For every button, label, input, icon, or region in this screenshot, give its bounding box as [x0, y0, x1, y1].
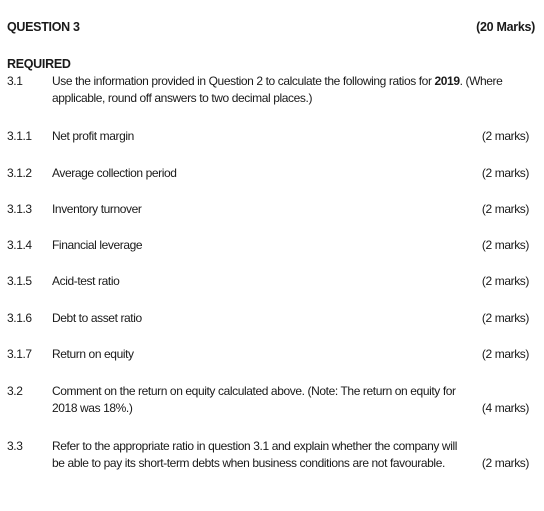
item-marks: (2 marks)	[481, 202, 529, 216]
item-text: Comment on the return on equity calculated above. (Note: The return on equity for 2018 was 18%.)	[52, 384, 456, 415]
item-marks: (2 marks)	[481, 311, 529, 325]
item-number: 3.1.7	[7, 347, 32, 361]
question-header	[7, 20, 535, 36]
question-total-marks: (20 Marks)	[476, 20, 535, 34]
item-label: Acid-test ratio	[52, 274, 120, 288]
item-number: 3.1.3	[7, 202, 32, 216]
item-label: Debt to asset ratio	[52, 311, 142, 325]
item-marks: (2 marks)	[481, 129, 529, 143]
item-label: Return on equity	[52, 347, 134, 361]
item-number: 3.1.6	[7, 311, 32, 325]
item-label: Financial leverage	[52, 238, 143, 252]
item-number: 3.1.4	[7, 238, 32, 252]
item-marks: (2 marks)	[481, 166, 529, 180]
intro-text-after: . (Where applicable, round off answers to two decimal places.)	[52, 74, 503, 105]
item-label: Net profit margin	[52, 129, 134, 143]
item-number: 3.3	[7, 439, 23, 453]
item-marks: (2 marks)	[481, 238, 529, 252]
intro-text-before: Use the information provided in Question 2 to calculate the following ratios for	[52, 74, 435, 88]
item-marks: (4 marks)	[481, 401, 529, 415]
item-marks: (2 marks)	[481, 456, 529, 470]
item-number: 3.1.1	[7, 129, 32, 143]
item-number: 3.1.5	[7, 274, 32, 288]
item-number: 3.2	[7, 384, 23, 398]
item-label: Average collection period	[52, 166, 177, 180]
item-label: Inventory turnover	[52, 202, 142, 216]
item-text	[52, 73, 522, 107]
item-number: 3.1	[7, 74, 23, 88]
required-heading: REQUIRED	[7, 57, 71, 71]
item-marks: (2 marks)	[481, 347, 529, 361]
item-number: 3.1.2	[7, 166, 32, 180]
item-text: Refer to the appropriate ratio in question 3.1 and explain whether the company will be able to pay its short-term debts when business conditions are not favourable.	[52, 439, 457, 470]
question-title: QUESTION 3	[7, 20, 80, 34]
item-marks: (2 marks)	[481, 274, 529, 288]
intro-year: 2019	[434, 74, 460, 88]
